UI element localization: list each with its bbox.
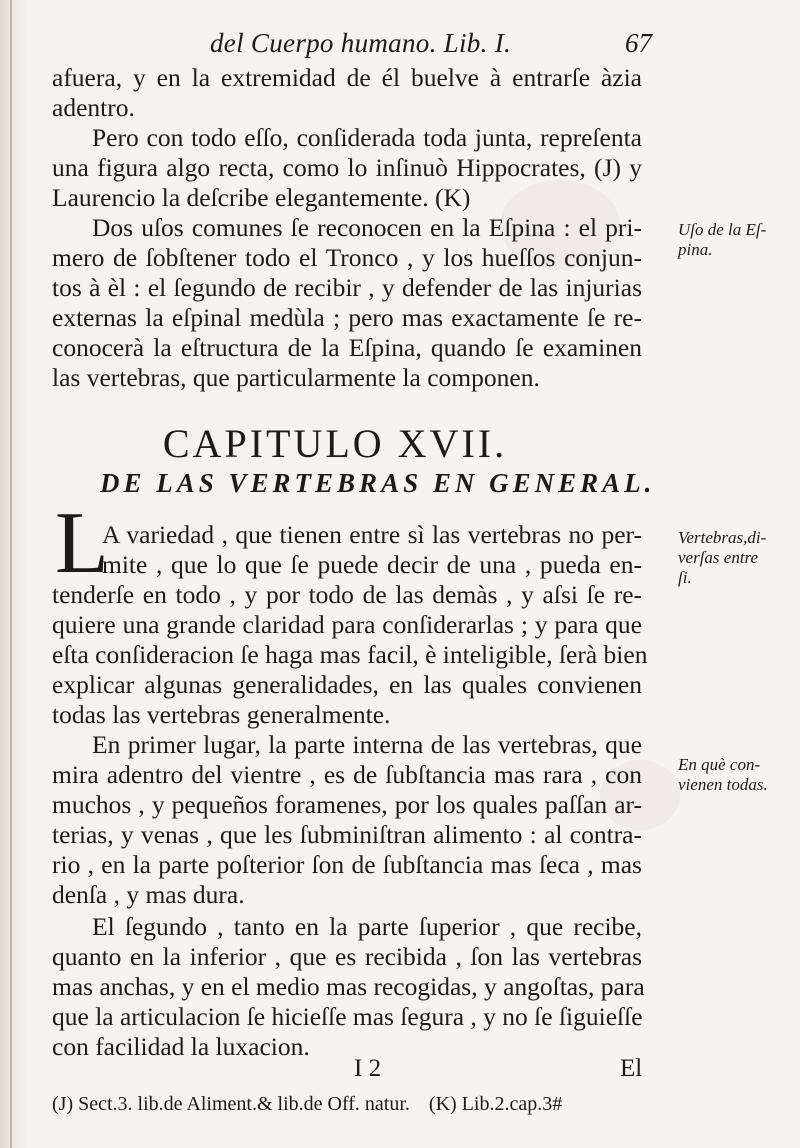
margin-note-line: Vertebras,di- — [678, 528, 767, 547]
text-line: mas anchas, y en el medio mas recogidas, y angoſtas, para — [52, 972, 645, 1001]
paragraph-figure — [52, 123, 642, 213]
text-line: todas las vertebras generalmente. — [52, 700, 391, 729]
text-line: quiere una grande claridad para conſiderarlas ; y para que — [52, 610, 642, 639]
text-line: quanto en la inferior , que es recibida , ſon las vertebras — [52, 942, 642, 971]
paragraph-variety — [52, 520, 648, 730]
text-line: mero de ſobſtener todo el Tronco , y los hueſſos conjun- — [52, 243, 642, 272]
catchword: El — [620, 1055, 643, 1082]
text-line: denſa , y mas dura. — [52, 880, 245, 909]
binding-edge — [10, 0, 12, 1148]
margin-note-line: vienen todas. — [678, 775, 768, 794]
footnote-k: (K) Lib.2.cap.3# — [428, 1093, 563, 1115]
margin-note-line: En què con- — [678, 755, 761, 774]
text-line: Laurencio la deſcribe elegantemente. (K) — [52, 183, 471, 212]
margin-note-line: Uſo de la Eſ- — [678, 220, 767, 239]
margin-note-line: verſas entre — [678, 548, 759, 567]
text-line: terias, y venas , que les ſubminiſtran alimento : al contra- — [52, 820, 642, 849]
text-line: Dos uſos comunes ſe reconocen en la Eſpina : el pri- — [92, 213, 642, 242]
text-line: externas la eſpinal medùla ; pero mas exactamente ſe re- — [52, 303, 642, 332]
text-line: una figura algo recta, como lo inſinuò Hippocrates, (J) y — [52, 153, 642, 182]
text-line: eſta conſideracion ſe haga mas facil, è inteligible, ſerà bien — [52, 640, 648, 669]
text-line: tenderſe en todo , y por todo de las demàs , y aſsi ſe re- — [52, 580, 642, 609]
text-line: con facilidad la luxacion. — [52, 1032, 310, 1061]
text-line: El ſegundo , tanto en la parte ſuperior , que recibe, — [92, 912, 642, 941]
footnote-j: (J) Sect.3. lib.de Aliment.& lib.de Off. natur. — [52, 1093, 410, 1115]
paragraph-uses — [52, 213, 642, 393]
text-line: las vertebras, que particularmente la componen. — [52, 363, 540, 392]
text-line: adentro. — [52, 93, 135, 122]
text-line: rio , en la parte poſterior ſon de ſubſtancia mas ſeca , mas — [52, 850, 642, 879]
margin-note-line: ſi. — [678, 568, 692, 587]
margin-note-uses — [678, 220, 798, 260]
text-line: muchos , y pequeños foramenes, por los quales paſſan ar- — [52, 790, 642, 819]
text-line: mite , que lo que ſe puede decir de una , pueda en- — [102, 550, 642, 579]
margin-note-common — [678, 755, 798, 795]
margin-note-line: pina. — [678, 240, 713, 259]
text-line: mira adentro del vientre , es de ſubſtancia mas rara , con — [52, 760, 642, 789]
signature-mark: I 2 — [354, 1055, 382, 1082]
margin-note-vertebras — [678, 528, 798, 588]
paragraph-second — [52, 912, 645, 1062]
text-line: tos à èl : el ſegundo de recibir , y defender de las injurias — [52, 273, 642, 302]
paragraph-continuation — [52, 63, 642, 123]
drop-cap: L — [55, 495, 109, 592]
chapter-subtitle: DE LAS VERTEBRAS EN GENERAL. — [100, 468, 656, 498]
text-line: A variedad , que tienen entre sì las vertebras no per- — [102, 520, 642, 549]
page-number: 67 — [625, 28, 652, 58]
text-line: afuera, y en la extremidad de él buelve à entrarſe àzia — [52, 63, 642, 92]
chapter-title: CAPITULO XVII. — [162, 421, 508, 466]
paragraph-first — [52, 730, 642, 910]
footnotes — [52, 1093, 772, 1116]
text-line: Pero con todo eſſo, conſiderada toda junta, repreſenta — [92, 123, 642, 152]
text-line: que la articulacion ſe hicieſſe mas ſegura , y no ſe ſiguieſſe — [52, 1002, 643, 1031]
page-header — [0, 28, 800, 68]
text-line: conocerà la eſtructura de la Eſpina, quando ſe examinen — [52, 333, 642, 362]
running-head: del Cuerpo humano. Lib. I. — [210, 28, 512, 58]
text-line: explicar algunas generalidades, en las quales convienen — [52, 670, 642, 699]
signature-line — [0, 1055, 800, 1085]
text-line: En primer lugar, la parte interna de las vertebras, que — [92, 730, 642, 759]
